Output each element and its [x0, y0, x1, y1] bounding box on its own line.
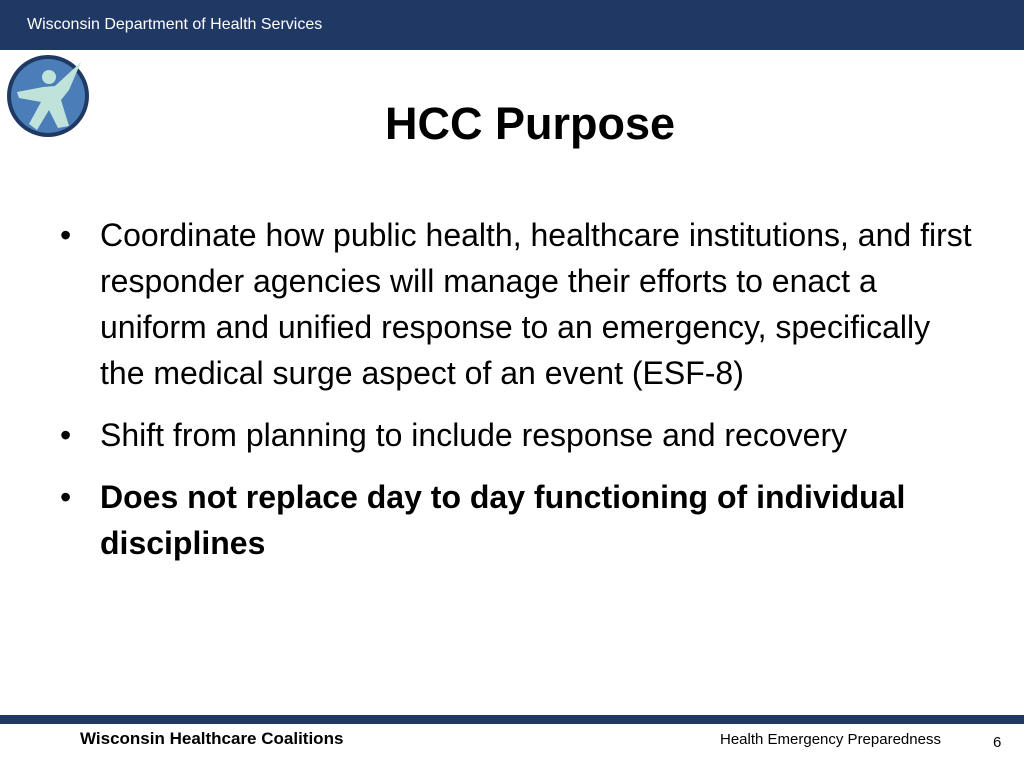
dhs-logo-graphic — [3, 52, 93, 140]
bullet-text: Coordinate how public health, healthcare institutions, and first responder agencies will manage their efforts to enact a uniform and unified response to an emergency, specifically the medical surge aspect of an event (ESF-8) — [100, 217, 972, 391]
bullet-icon: • — [60, 479, 72, 515]
bullet-icon: • — [60, 217, 72, 253]
header-organization: Wisconsin Department of Health Services — [27, 16, 323, 33]
bullet-text: Does not replace day to day functioning of individual disciplines — [100, 479, 906, 561]
footer-rule — [0, 715, 1024, 724]
bullet-item — [58, 474, 978, 566]
header-bar — [0, 0, 1024, 50]
footer-right-text: Health Emergency Preparedness — [720, 731, 941, 748]
bullet-item — [58, 412, 978, 458]
slide-title: HCC Purpose — [384, 98, 676, 149]
bullet-list — [58, 212, 978, 582]
page-number: 6 — [993, 734, 1002, 751]
footer-left-text: Wisconsin Healthcare Coalitions — [80, 729, 344, 748]
bullet-item — [58, 212, 978, 396]
dhs-person-logo-icon — [3, 52, 93, 140]
bullet-text: Shift from planning to include response and recovery — [100, 417, 848, 453]
bullet-icon: • — [60, 417, 72, 453]
